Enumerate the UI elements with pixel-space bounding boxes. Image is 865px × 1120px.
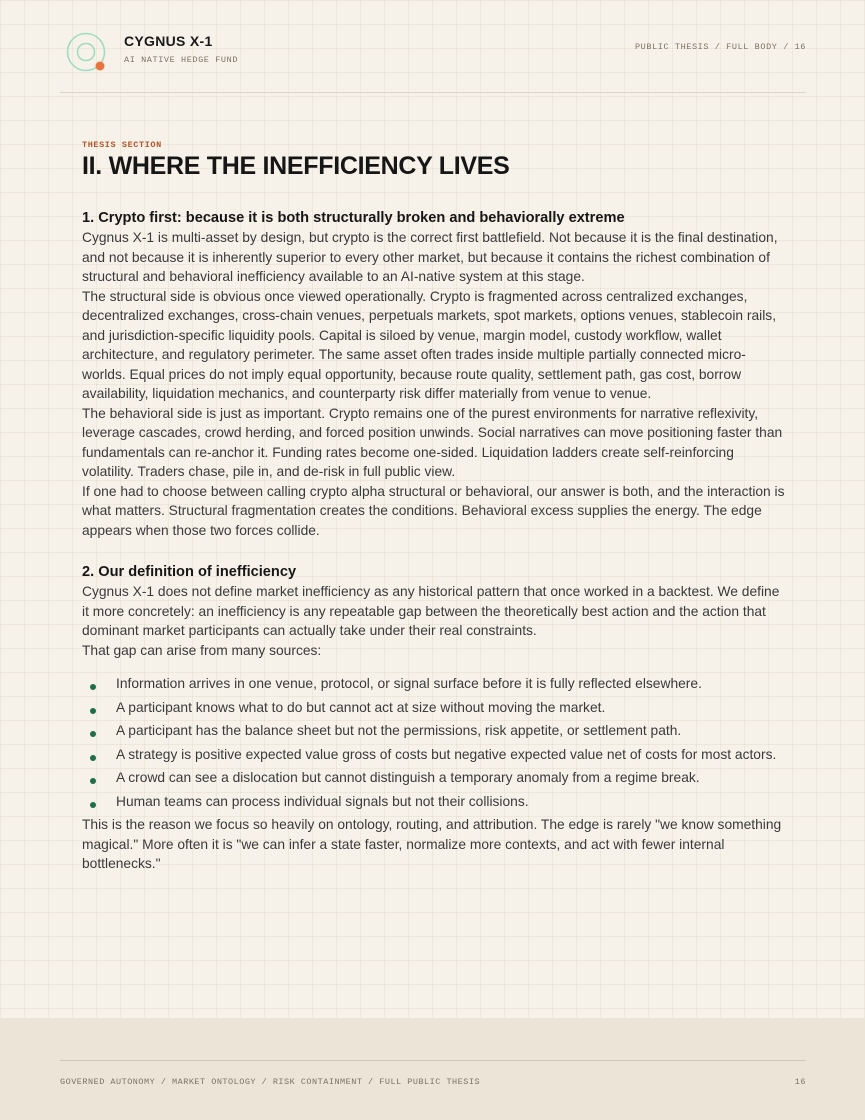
paragraph: Cygnus X-1 does not define market inefficiency as any historical pattern that once worked in a backtest. We define it more concretely: an inefficiency is any repeatable gap between the theoretically best action and the action that dominant market participants can actually take under their real constraints. (82, 584, 780, 638)
section-eyebrow: THESIS SECTION (82, 140, 162, 150)
subsection-heading-2: 2. Our definition of inefficiency (82, 564, 297, 580)
bullet-icon (90, 684, 96, 690)
list-item (82, 792, 787, 812)
list-item (82, 768, 787, 788)
cygnus-logo-icon (66, 32, 106, 72)
page-number: 16 (794, 1077, 806, 1087)
list-item-text: A strategy is positive expected value gross of costs but negative expected value net of costs for most actors. (116, 746, 777, 762)
paragraph: That gap can arise from many sources: (82, 642, 322, 658)
main-content (82, 140, 787, 874)
page-header (60, 30, 806, 93)
bullet-list (82, 674, 787, 811)
paragraph: The structural side is obvious once viewed operationally. Crypto is fragmented across centralized exchanges, decentralized exchanges, cross-chain venues, perpetuals markets, spot markets, options venues, stablecoin rails, and jurisdiction-specific liquidity pools. Capital is siloed by venue, margin model, custody workflow, wallet architecture, and regulatory perimeter. The same asset often trades inside multiple partially connected micro-worlds. Equal prices do not imply equal opportunity, because route quality, settlement path, gas cost, borrow availability, liquidation mechanics, and counterparty risk differ materially from venue to venue. (82, 288, 777, 401)
brand-name: CYGNUS X-1 (124, 33, 213, 49)
closing-paragraph: This is the reason we focus so heavily on ontology, routing, and attribution. The edge is rarely "we know something magical." More often it is "we can infer a state faster, normalize more contexts, and act with fewer internal bottlenecks." (82, 817, 782, 871)
list-item-text: Human teams can process individual signals but not their collisions. (116, 793, 529, 809)
bullet-icon (90, 778, 96, 784)
paragraph: The behavioral side is just as important. Crypto remains one of the purest environments for narrative reflexivity, leverage cascades, crowd herding, and forced position unwinds. Social narratives can move positioning faster than fundamentals can re-anchor it. Funding rates become one-sided. Liquidation ladders create self-reinforcing volatility. Traders chase, pile in, and de-risk in full public view. (82, 405, 783, 479)
section-title: II. WHERE THE INEFFICIENCY LIVES (82, 152, 510, 180)
bullet-icon (90, 802, 96, 808)
footer-band (0, 1018, 865, 1120)
brand-tagline: AI NATIVE HEDGE FUND (124, 55, 239, 65)
subsection-heading-1: 1. Crypto first: because it is both structurally broken and behaviorally extreme (82, 210, 625, 226)
footer-text: GOVERNED AUTONOMY / MARKET ONTOLOGY / RISK CONTAINMENT / FULL PUBLIC THESIS (60, 1077, 481, 1087)
list-item-text: A participant knows what to do but cannot act at size without moving the market. (116, 699, 606, 715)
bullet-icon (90, 755, 96, 761)
list-item (82, 721, 787, 741)
paragraph: If one had to choose between calling crypto alpha structural or behavioral, our answer is both, and the interaction is what matters. Structural fragmentation creates the conditions. Behavioral excess supplies the energy. The edge appears when those two forces collide. (82, 483, 785, 538)
bullet-icon (90, 708, 96, 714)
bullet-icon (90, 731, 96, 737)
list-item-text: A crowd can see a dislocation but cannot distinguish a temporary anomaly from a regime break. (116, 770, 700, 785)
list-item-text: A participant has the balance sheet but not the permissions, risk appetite, or settlement path. (116, 723, 682, 738)
list-item (82, 674, 787, 694)
list-item (82, 745, 787, 765)
list-item-text: Information arrives in one venue, protocol, or signal surface before it is fully reflected elsewhere. (116, 676, 702, 691)
footer-divider (60, 1060, 806, 1061)
list-item (82, 698, 787, 718)
header-meta: PUBLIC THESIS / FULL BODY / 16 (634, 42, 806, 52)
paragraph: Cygnus X-1 is multi-asset by design, but crypto is the correct first battlefield. Not because it is the final destination, and not because it is inherently superior to every other market, but because it contains the richest combination of structural and behavioral inefficiency available to an AI-native system at this stage. (82, 230, 778, 284)
